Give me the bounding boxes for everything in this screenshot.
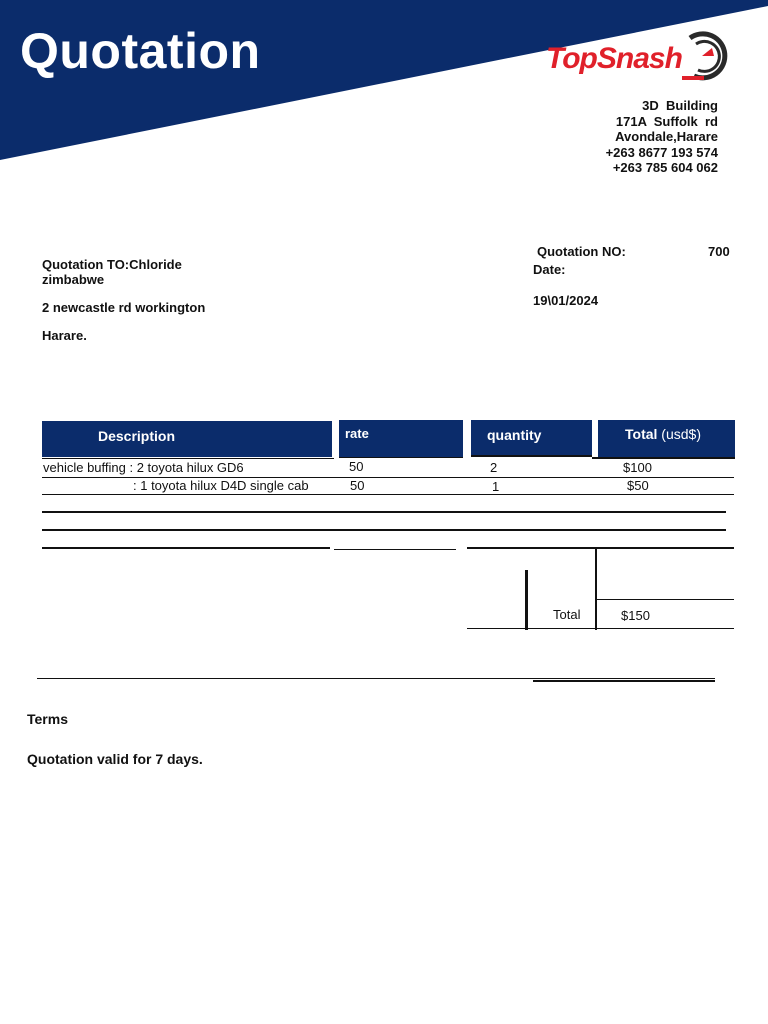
recipient-to-line: Quotation TO:Chloride [42, 257, 182, 272]
row2-rate: 50 [350, 478, 365, 493]
recipient-street: 2 newcastle rd workington [42, 300, 206, 315]
row2-description: : 1 toyota hilux D4D single cab [133, 478, 309, 493]
row-divider [42, 458, 334, 459]
totals-row-line [597, 599, 734, 600]
totals-vertical-divider [595, 549, 597, 630]
phone-1: +263 8677 193 574 [605, 144, 718, 160]
document-title: Quotation [20, 23, 261, 79]
header-description-label: Description [98, 428, 176, 444]
section-separator [37, 678, 715, 679]
row-divider [42, 547, 330, 549]
row2-quantity: 1 [492, 479, 500, 494]
quotation-number-value: 700 [708, 244, 730, 259]
terms-title: Terms [27, 711, 68, 727]
table-header-description [42, 421, 332, 457]
row-divider [339, 457, 463, 458]
date-label: Date: [533, 262, 566, 277]
total-value: $150 [621, 608, 650, 623]
quotation-number-label: Quotation NO: [537, 244, 626, 259]
row-divider [42, 494, 734, 495]
table-header-total [598, 420, 735, 458]
recipient-block [42, 257, 182, 287]
company-address [606, 98, 718, 176]
row-divider [592, 457, 735, 459]
address-line-2: 171A Suffolk rd [615, 113, 718, 129]
header-total-label: Total (usd$) [625, 426, 701, 442]
table-header-rate [339, 420, 463, 457]
totals-bottom-line [467, 628, 734, 629]
header-quantity-label: quantity [487, 427, 542, 443]
terms-validity: Quotation valid for 7 days. [27, 751, 203, 767]
address-line-3: Avondale,Harare [615, 129, 718, 144]
row-divider [467, 547, 734, 549]
header-rate-label: rate [345, 426, 369, 441]
row-divider [42, 529, 726, 531]
totals-vertical-divider [525, 570, 528, 630]
row1-rate: 50 [349, 459, 364, 474]
signature-line [533, 680, 715, 682]
logo-brand-part1: Top [546, 42, 597, 75]
row-divider [334, 549, 456, 550]
row1-description: vehicle buffing : 2 toyota hilux GD6 [43, 460, 244, 475]
total-label: Total [553, 607, 581, 622]
table-header-quantity [471, 420, 592, 456]
recipient-city: Harare. [42, 328, 87, 343]
header-total-unit: (usd$) [661, 426, 701, 442]
row2-total: $50 [627, 478, 649, 493]
phone-2: +263 785 604 062 [612, 160, 718, 175]
address-line-1: 3D Building [642, 98, 718, 113]
logo-brand-part2: Snash [596, 42, 682, 75]
row-divider [42, 511, 726, 513]
row-divider [471, 455, 592, 457]
company-logo [544, 26, 734, 90]
row1-quantity: 2 [490, 460, 498, 475]
date-value: 19\01/2024 [533, 293, 599, 308]
row1-total: $100 [623, 460, 652, 475]
recipient-to-line-cont: zimbabwe [42, 272, 105, 287]
logo-wheel-icon [682, 26, 730, 82]
